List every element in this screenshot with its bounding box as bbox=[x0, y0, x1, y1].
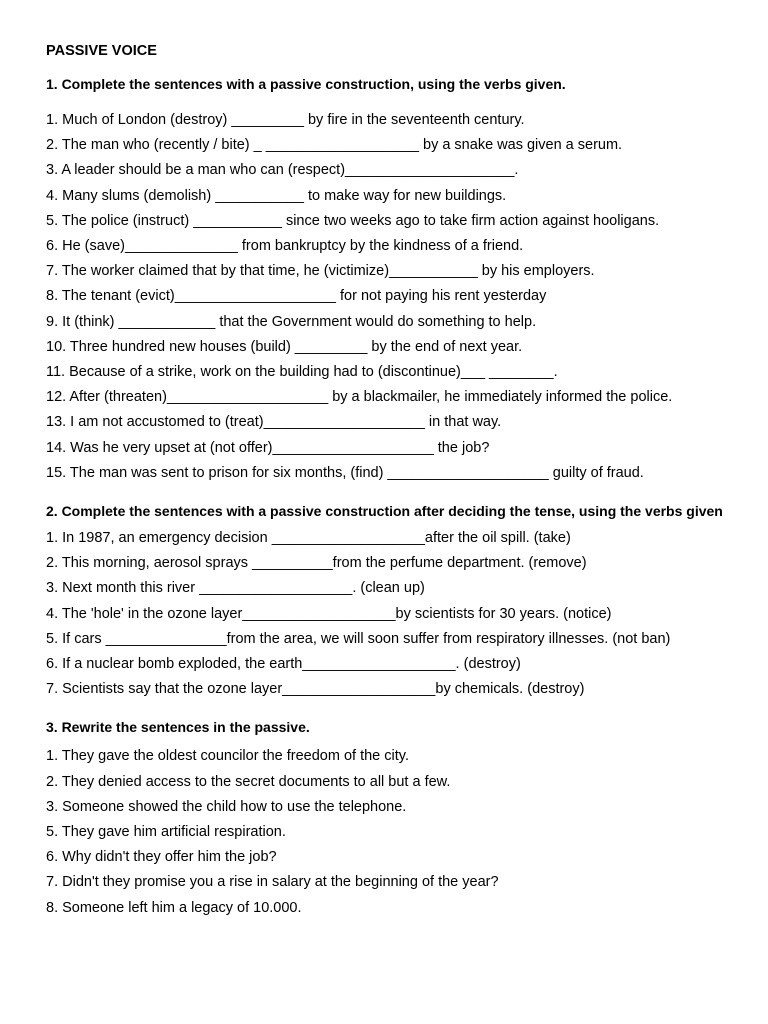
exercise-sentence: 4. Many slums (demolish) ___________ to make way for new buildings. bbox=[46, 187, 507, 204]
section-3-list bbox=[46, 744, 746, 920]
exercise-sentence: 5. The police (instruct) ___________ since two weeks ago to take firm action against hooligans. bbox=[46, 212, 660, 229]
exercise-sentence: 13. I am not accustomed to (treat)____________________ in that way. bbox=[46, 414, 502, 431]
exercise-sentence: 11. Because of a strike, work on the building had to (discontinue)___ ________. bbox=[46, 364, 558, 381]
exercise-sentence: 6. If a nuclear bomb exploded, the earth___________________. (destroy) bbox=[46, 656, 521, 673]
exercise-section-3 bbox=[46, 718, 746, 920]
exercise-sentence: 12. After (threaten)____________________ by a blackmailer, he immediately informed the police. bbox=[46, 389, 673, 406]
exercise-sentence: 6. He (save)______________ from bankruptcy by the kindness of a friend. bbox=[46, 238, 524, 255]
exercise-sentence: 2. They denied access to the secret documents to all but a few. bbox=[46, 773, 451, 790]
exercise-sentence: 14. Was he very upset at (not offer)____________________ the job? bbox=[46, 439, 490, 456]
exercise-sentence: 9. It (think) ____________ that the Government would do something to help. bbox=[46, 313, 537, 330]
exercise-sentence: 3. Next month this river ___________________. (clean up) bbox=[46, 580, 425, 597]
section-1-heading: 1. Complete the sentences with a passive construction, using the verbs given. bbox=[46, 76, 566, 92]
exercise-sentence: 1. In 1987, an emergency decision ___________________after the oil spill. (take) bbox=[46, 530, 571, 547]
exercise-sentence: 3. A leader should be a man who can (respect)_____________________. bbox=[46, 162, 519, 179]
exercise-sentence: 1. They gave the oldest councilor the freedom of the city. bbox=[46, 748, 409, 765]
exercise-sentence: 10. Three hundred new houses (build) _________ by the end of next year. bbox=[46, 338, 523, 355]
exercise-sentence: 7. Scientists say that the ozone layer___________________by chemicals. (destroy) bbox=[46, 681, 585, 698]
exercise-sentence: 5. They gave him artificial respiration. bbox=[46, 824, 286, 841]
section-2-heading: 2. Complete the sentences with a passive construction after deciding the tense, using the verbs given bbox=[46, 503, 723, 520]
exercise-sentence: 6. Why didn't they offer him the job? bbox=[46, 849, 277, 866]
exercise-sentence: 4. The 'hole' in the ozone layer___________________by scientists for 30 years. (notice) bbox=[46, 605, 612, 622]
exercise-sentence: 15. The man was sent to prison for six months, (find) ____________________ guilty of fraud. bbox=[46, 464, 644, 481]
section-3-heading: 3. Rewrite the sentences in the passive. bbox=[46, 719, 310, 736]
section-1-list bbox=[46, 108, 746, 486]
section-2-list bbox=[46, 526, 746, 702]
exercise-sentence: 8. Someone left him a legacy of 10.000. bbox=[46, 899, 302, 916]
exercise-sentence: 7. Didn't they promise you a rise in salary at the beginning of the year? bbox=[46, 874, 499, 891]
exercise-sentence: 8. The tenant (evict)____________________ for not paying his rent yesterday bbox=[46, 288, 547, 305]
exercise-sentence: 1. Much of London (destroy) _________ by fire in the seventeenth century. bbox=[46, 112, 525, 128]
exercise-sentence: 5. If cars _______________from the area, we will soon suffer from respiratory illnesses. (not ban) bbox=[46, 630, 671, 647]
document-title: PASSIVE VOICE bbox=[46, 43, 157, 59]
exercise-section-1 bbox=[46, 75, 746, 486]
exercise-sentence: 3. Someone showed the child how to use the telephone. bbox=[46, 798, 407, 815]
document-page bbox=[46, 42, 746, 921]
exercise-section-2 bbox=[46, 502, 746, 702]
exercise-sentence: 7. The worker claimed that by that time, he (victimize)___________ by his employers. bbox=[46, 263, 595, 280]
exercise-sentence: 2. The man who (recently / bite) _ ___________________ by a snake was given a serum. bbox=[46, 137, 623, 154]
exercise-sentence: 2. This morning, aerosol sprays __________from the perfume department. (remove) bbox=[46, 555, 587, 572]
